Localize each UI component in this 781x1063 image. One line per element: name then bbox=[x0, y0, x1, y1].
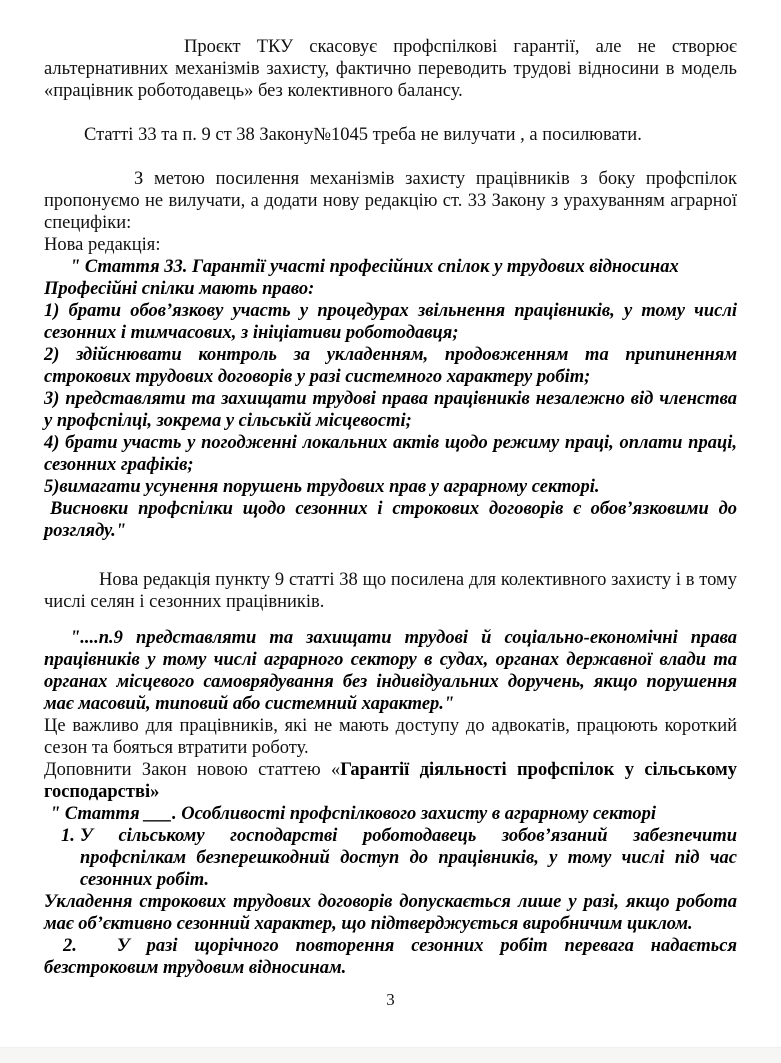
list-item-text: У сільському господарстві роботодавець зобов’язаний забезпечити профспілкам безперешкодний доступ до працівників, у тому числі під час сезонних робіт. bbox=[80, 826, 737, 890]
blank-line bbox=[44, 102, 737, 124]
supplement-prefix: Доповнити Закон новою статтею « bbox=[44, 760, 341, 780]
paragraph-supplement bbox=[44, 759, 737, 803]
article33-item-4: 4) брати участь у погодженні локальних актів щодо режиму праці, оплати праці, сезонних графіків; bbox=[44, 433, 737, 475]
new-article-item-2 bbox=[44, 935, 737, 979]
article33-item-5: 5)вимагати усунення порушень трудових прав у аграрному секторі. bbox=[44, 477, 600, 497]
article33-title: " Стаття 33. Гарантії участі професійних спілок у трудових відносинах bbox=[70, 257, 679, 277]
blank-line bbox=[44, 542, 737, 569]
page-bottom-edge bbox=[0, 1047, 781, 1063]
page-footer bbox=[44, 989, 737, 1011]
paragraph-new-edition-label: Нова редакція: bbox=[44, 235, 161, 255]
paragraph-project-critique: Проєкт ТКУ скасовує профспілкові гарантії, але не створює альтернативних механізмів захисту, фактично переводить трудові відносини в модель «працівник роботодавець» без колективного балансу. bbox=[44, 37, 737, 101]
article33-item-2: 2) здійснювати контроль за укладенням, продовженням та припиненням строкових трудових договорів у разі системного характеру робіт; bbox=[44, 345, 737, 387]
blank-line bbox=[44, 146, 737, 168]
page-number: 3 bbox=[386, 990, 395, 1009]
article33-subtitle: Професійні спілки мають право: bbox=[44, 279, 315, 299]
article33-conclusion: Висновки профспілки щодо сезонних і строкових договорів є обов’язковими до розгляду." bbox=[44, 499, 737, 541]
list-item-text: У разі щорічного повторення сезонних робіт перевага надається безстроковим трудовим відносинам. bbox=[44, 936, 737, 978]
paragraph-proposal: З метою посилення механізмів захисту працівників з боку профспілок пропонуємо не вилучати, а додати нову редакцію ст. 33 Закону з урахуванням аграрної специфіки: bbox=[44, 169, 737, 233]
paragraph-fixed-term: Укладення строкових трудових договорів допускається лише у разі, якщо робота має об’єктивно сезонний характер, що підтверджується виробничим циклом. bbox=[44, 892, 737, 934]
new-article-item-1 bbox=[44, 825, 737, 891]
article33-item-3: 3) представляти та захищати трудові права працівників незалежно від членства у профспілці, зокрема у сільській місцевості; bbox=[44, 389, 737, 431]
list-item-marker: 2. bbox=[63, 936, 77, 956]
point9-new-text: "....п.9 представляти та захищати трудові й соціально-економічні права працівників у тому числі аграрного сектору в судах, органах державної влади та органах місцевого самоврядування без індивідуальних доручень, якщо порушення має масовий, типовий або системний характер." bbox=[44, 628, 737, 714]
blank-line bbox=[44, 613, 737, 627]
new-article-title: " Стаття ___. Особливості профспілкового захисту в аграрному секторі bbox=[50, 804, 657, 824]
list-item-marker: 1. bbox=[61, 826, 75, 846]
paragraph-importance: Це важливо для працівників, які не мають доступу до адвокатів, працюють короткий сезон та бояться втратити роботу. bbox=[44, 716, 737, 758]
supplement-bold-title: Гарантії діяльності профспілок у сільському господарстві» bbox=[44, 760, 737, 802]
paragraph-articles-keep: Статті 33 та п. 9 ст 38 Закону№1045 треба не вилучати , а посилювати. bbox=[84, 125, 642, 145]
paragraph-point9-intro: Нова редакція пункту 9 статті 38 що посилена для колективного захисту і в тому числі селян і сезонних працівників. bbox=[44, 570, 737, 612]
article33-item-1: 1) брати обов’язкову участь у процедурах звільнення працівників, у тому числі сезонних і тимчасових, з ініціативи роботодавця; bbox=[44, 301, 737, 343]
